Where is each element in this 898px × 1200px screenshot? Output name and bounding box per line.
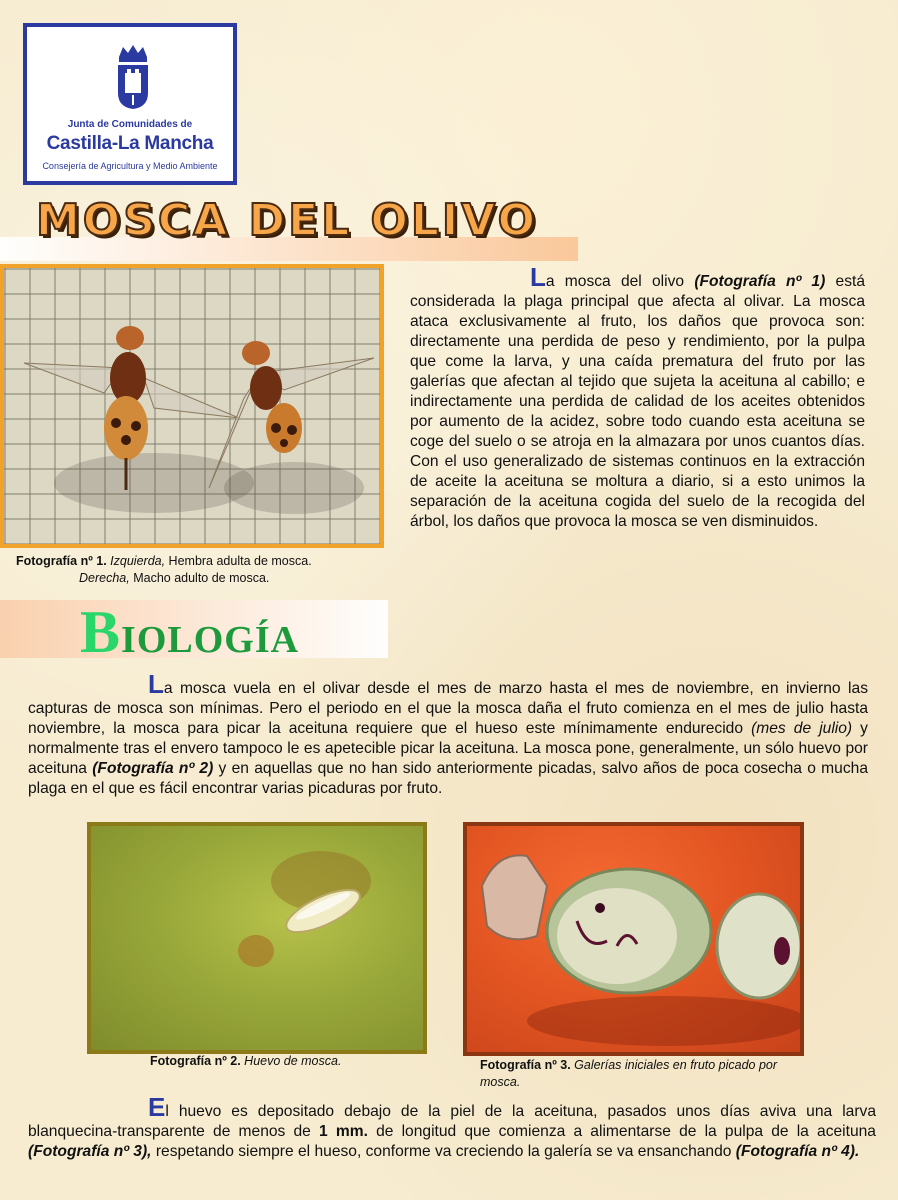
drop-cap: L [530,262,546,292]
caption-1-line-2 [16,570,356,587]
biology-text-1: a mosca vuela en el olivar desde el mes de marzo hasta el mes de noviembre, en invierno las capturas de mosca son mínimas. Pero el periodo en el que la mosca daña el fruto comienza en el mes de julio hasta noviembre, la mosca para picar la aceituna requiere que el hueso este mínimamente endurecido [28,680,868,737]
drop-cap: L [148,669,164,699]
caption-1-right: Macho adulto de mosca. [129,571,270,585]
final-bold: 1 mm. [319,1123,368,1140]
logo-line-2: Castilla-La Mancha [46,133,214,154]
photo-3-olive [463,822,804,1056]
photo-1-flies [0,264,384,548]
photo-1-caption [16,553,356,587]
page-title: MOSCA DEL OLIVO [36,195,538,246]
flies-illustration [4,268,380,544]
caption-3-label: Fotografía nº 3. [480,1058,571,1072]
coat-of-arms-icon [115,43,151,111]
photo-2-caption [150,1054,341,1068]
biology-heading [80,598,299,667]
biology-heading-initial: B [80,599,122,665]
olive-illustration [467,826,800,1052]
biology-text-2: y normalmente tras el envero tampoco le es apetecible picar la aceituna. La mosca pone, generalmente, un sólo huevo por aceituna [28,720,868,777]
final-figure-ref-1: (Fotografía nº 3), [28,1143,152,1160]
egg-illustration [91,826,423,1050]
biology-text-3: y en aquellas que no han sido anteriormente picadas, salvo años de poca cosecha o mucha plaga en el que es fácil encontrar varias picaduras por fruto. [28,760,868,797]
intro-figure-ref: (Fotografía nº 1) [694,273,826,290]
caption-1-right-em: Derecha, [79,571,130,585]
biology-heading-rest: IOLOGÍA [121,619,300,661]
logo-line-3: Consejería de Agricultura y Medio Ambiente [42,161,218,171]
final-text-1: l huevo es depositado debajo de la piel de la aceituna, pasados unos días aviva una larva blanquecina-transparente de menos de [28,1103,876,1140]
drop-cap: E [148,1092,166,1122]
caption-2-label: Fotografía nº 2. [150,1054,241,1068]
biology-figure-ref: (Fotografía nº 2) [92,760,214,777]
logo-line-1: Junta de Comunidades de [67,119,193,130]
photo-2-egg [87,822,427,1054]
logo-box [23,23,237,185]
final-text-3: respetando siempre el hueso, conforme va creciendo la galería se va ensanchando [151,1143,736,1160]
final-figure-ref-2: (Fotografía nº 4). [735,1143,860,1160]
photo-3-caption [480,1057,800,1091]
final-text-2: de longitud que comienza a alimentarse de la pulpa de la aceituna [367,1123,876,1140]
intro-paragraph [410,262,866,532]
final-paragraph [28,1092,876,1162]
biology-paragraph [28,669,868,799]
intro-text-2: está considerada la plaga principal que afecta al olivar. La mosca ataca exclusivamente al fruto, los daños que provoca son: directamente una perdida de peso y rendimiento, por la pulpa que come la larva, y una caída prematura del fruto por las galerías que afectan al tejido que sujeta la aceituna al cabillo; e indirectamente una perdida de calidad de los aceites obtenidos por aumento de la acidez, sobre todo cuando esta aceituna se coge del suelo o se atroja en la almazara por unos cuantos días. Con el uso generalizado de sistemas continuos en la extracción de aceite la aceituna se moltura a diario, si a esto unimos la separación de la aceituna cogida del suelo de la recogida del árbol, los daños que provoca la mosca se ven disminuidos. [410,273,866,530]
caption-3-text: Galerías iniciales en fruto picado por mosca. [480,1058,778,1089]
caption-1-label: Fotografía nº 1. [16,554,107,568]
biology-em: (mes de julio) [751,720,853,737]
caption-1-left: Hembra adulta de mosca. [165,554,312,568]
caption-2-text: Huevo de mosca. [240,1054,342,1068]
caption-1-left-em: Izquierda, [110,554,166,568]
intro-text-1: a mosca del olivo [545,273,695,290]
